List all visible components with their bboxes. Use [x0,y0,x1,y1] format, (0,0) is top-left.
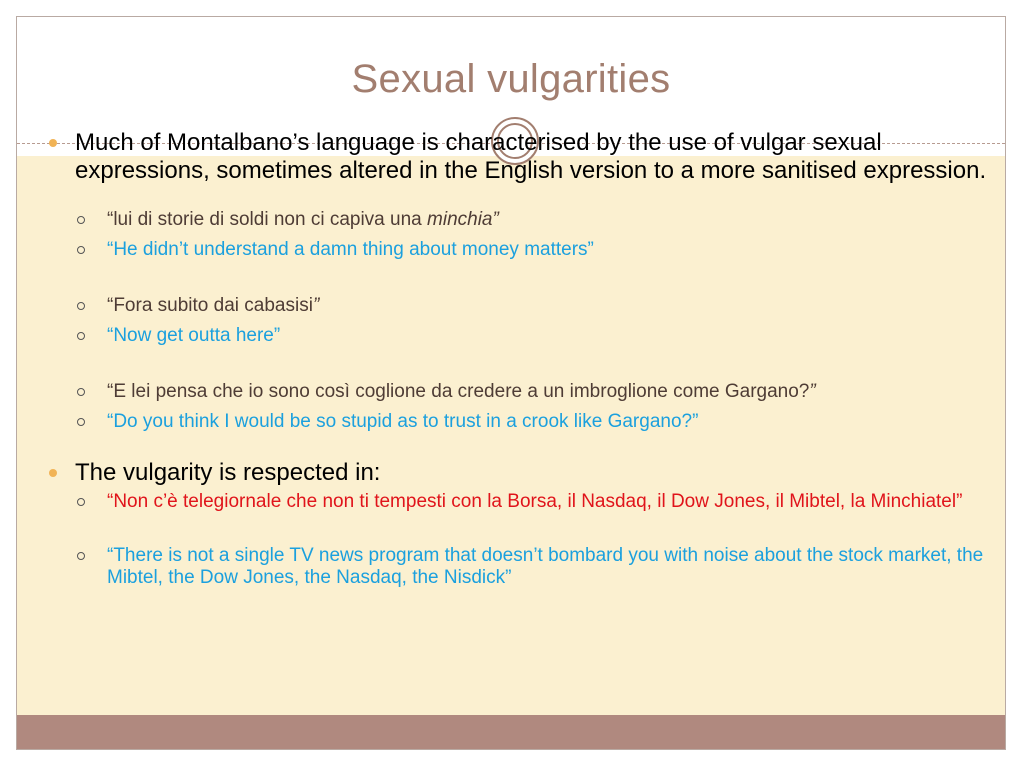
sub-bullet-item [61,411,991,433]
english-translation: “Do you think I would be so stupid as to trust in a crook like Gargano?” [107,411,699,432]
bullet-text: The vulgarity is respected in: [75,459,381,486]
bullet-dot-icon [49,469,57,477]
italian-quote: “E lei pensa che io sono così coglione da credere a un imbroglione come Gargano? [107,381,810,402]
hollow-circle-bullet-icon [77,552,85,560]
english-translation: “He didn’t understand a damn thing about money matters” [107,239,594,260]
hollow-circle-bullet-icon [77,302,85,310]
bullet-text: Much of Montalbano’s language is characterised by the use of vulgar sexual expressions, sometimes altered in the English version to a more sanitised expression. [75,129,987,184]
hollow-circle-bullet-icon [77,216,85,224]
hollow-circle-bullet-icon [77,388,85,396]
sub-bullet-item [61,545,991,589]
slide-title: Sexual vulgarities [351,57,671,101]
italian-quote: “Fora subito dai cabasisi [107,295,313,316]
bullet-item [61,129,991,185]
hollow-circle-bullet-icon [77,498,85,506]
footer-bar [17,715,1005,749]
italian-quote: “Non c’è telegiornale che non ti tempesti con la Borsa, il Nasdaq, il Dow Jones, il Mibtel, la Minchiatel” [107,491,963,512]
sub-bullet-item [61,209,991,231]
sub-bullet-item [61,491,991,513]
sub-bullet-item [61,239,991,261]
italian-quote-italic: ” [312,295,320,316]
english-translation: “Now get outta here” [107,325,281,346]
english-translation: “There is not a single TV news program that doesn’t bombard you with noise about the stock market, the Mibtel, the Dow Jones, the Nasdaq, the Nisdick” [107,545,984,588]
slide-content [61,129,991,589]
sub-bullet-item [61,325,991,347]
italian-quote: “lui di storie di soldi non ci capiva una [107,209,428,230]
italian-quote-italic: minchia” [427,209,499,230]
bullet-item [61,459,991,487]
hollow-circle-bullet-icon [77,332,85,340]
sub-bullet-item [61,381,991,403]
slide [16,16,1006,750]
italian-quote-italic: ” [809,381,816,402]
sub-bullet-item [61,295,991,317]
hollow-circle-bullet-icon [77,246,85,254]
hollow-circle-bullet-icon [77,418,85,426]
bullet-dot-icon [49,139,57,147]
